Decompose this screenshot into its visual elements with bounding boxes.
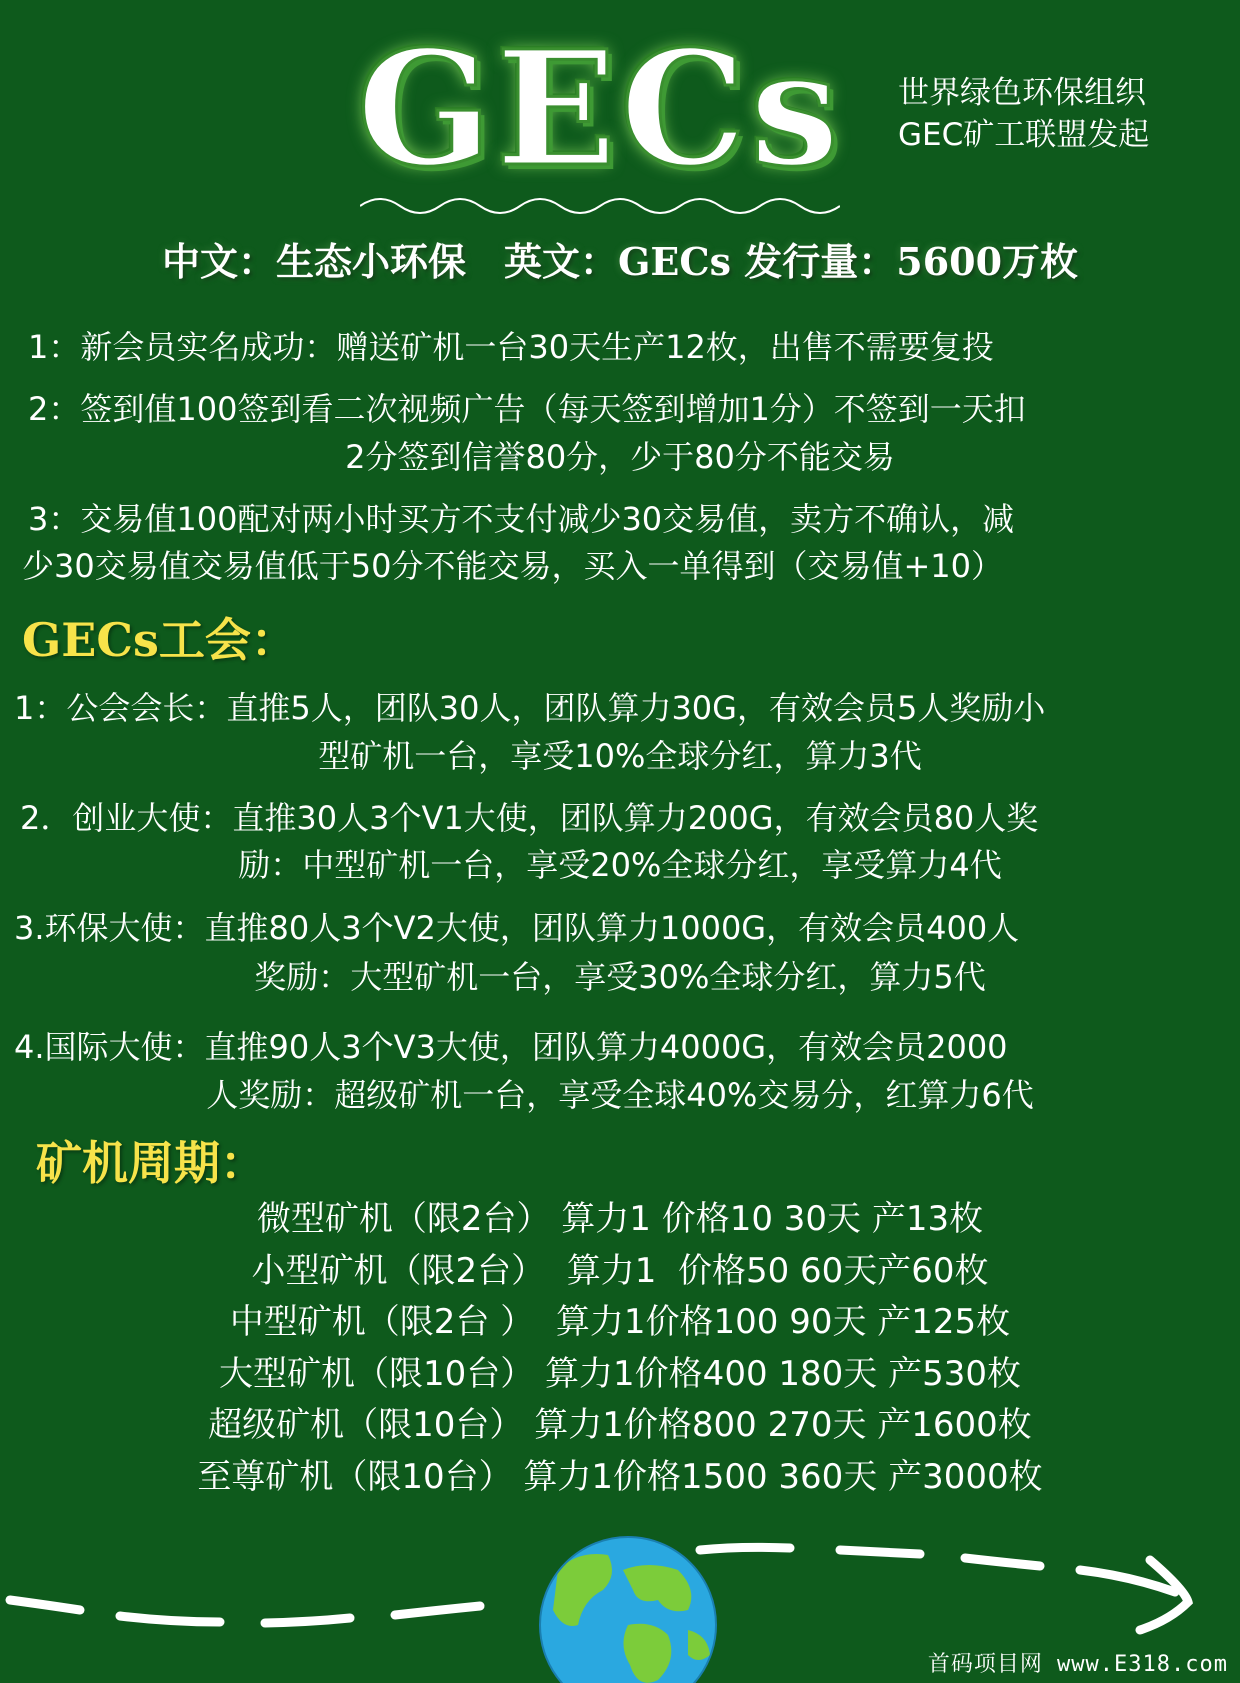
headline: 中文：生态小环保 英文：GECs 发行量：5600万枚 xyxy=(161,239,1079,284)
union-level-3-line-2: 奖励：大型矿机一台，享受30%全球分红，算力5代 xyxy=(254,958,986,996)
union-level-1-line-1: 1：公会会长：直推5人，团队30人，团队算力30G，有效会员5人奖励小 xyxy=(14,689,1046,727)
rule-1: 1：新会员实名成功：赠送矿机一台30天生产12枚，出售不需要复投 xyxy=(28,328,994,366)
machine-small: 小型矿机（限2台） 算力1 价格50 60天产60枚 xyxy=(251,1251,989,1291)
union-level-2-line-2: 励：中型矿机一台，享受20%全球分红，享受算力4代 xyxy=(238,846,1002,884)
union-level-3-line-1: 3.环保大使：直推80人3个V2大使，团队算力1000G，有效会员400人 xyxy=(14,909,1020,947)
org-line-1: 世界绿色环保组织 xyxy=(898,75,1146,111)
rule-2-line-2: 2分签到信誉80分，少于80分不能交易 xyxy=(345,438,895,476)
rule-3-line-2: 少30交易值交易值低于50分不能交易，买入一单得到（交易值+10） xyxy=(22,547,1003,585)
org-line-2: GEC矿工联盟发起 xyxy=(898,117,1150,153)
union-title: GECs工会： xyxy=(22,613,297,667)
union-level-4-line-1: 4.国际大使：直推90人3个V3大使，团队算力4000G，有效会员2000 xyxy=(14,1028,1008,1066)
rule-2-line-1: 2：签到值100签到看二次视频广告（每天签到增加1分）不签到一天扣 xyxy=(28,390,1026,428)
rule-3-line-1: 3：交易值100配对两小时买方不支付减少30交易值，卖方不确认，减 xyxy=(28,500,1015,538)
machine-medium: 中型矿机（限2台 ） 算力1价格100 90天 产125枚 xyxy=(229,1302,1011,1342)
machine-super: 超级矿机（限10台） 算力1价格800 270天 产1600枚 xyxy=(208,1405,1032,1445)
watermark: 首码项目网 www.E318.com xyxy=(927,1652,1228,1677)
globe-icon xyxy=(538,1530,718,1683)
union-level-4-line-2: 人奖励：超级矿机一台，享受全球40%交易分，红算力6代 xyxy=(206,1076,1034,1114)
machine-micro: 微型矿机（限2台） 算力1 价格10 30天 产13枚 xyxy=(256,1199,984,1239)
wave-divider-icon xyxy=(360,188,840,224)
gecs-logo: GECs xyxy=(356,17,844,202)
union-level-2-line-1: 2．创业大使：直推30人3个V1大使，团队算力200G，有效会员80人奖 xyxy=(20,799,1039,837)
machine-large: 大型矿机（限10台） 算力1价格400 180天 产530枚 xyxy=(218,1354,1021,1394)
machines-title: 矿机周期： xyxy=(36,1136,266,1190)
union-level-1-line-2: 型矿机一台，享受10%全球分红，算力3代 xyxy=(318,737,922,775)
machine-supreme: 至尊矿机（限10台） 算力1价格1500 360天 产3000枚 xyxy=(197,1457,1043,1497)
